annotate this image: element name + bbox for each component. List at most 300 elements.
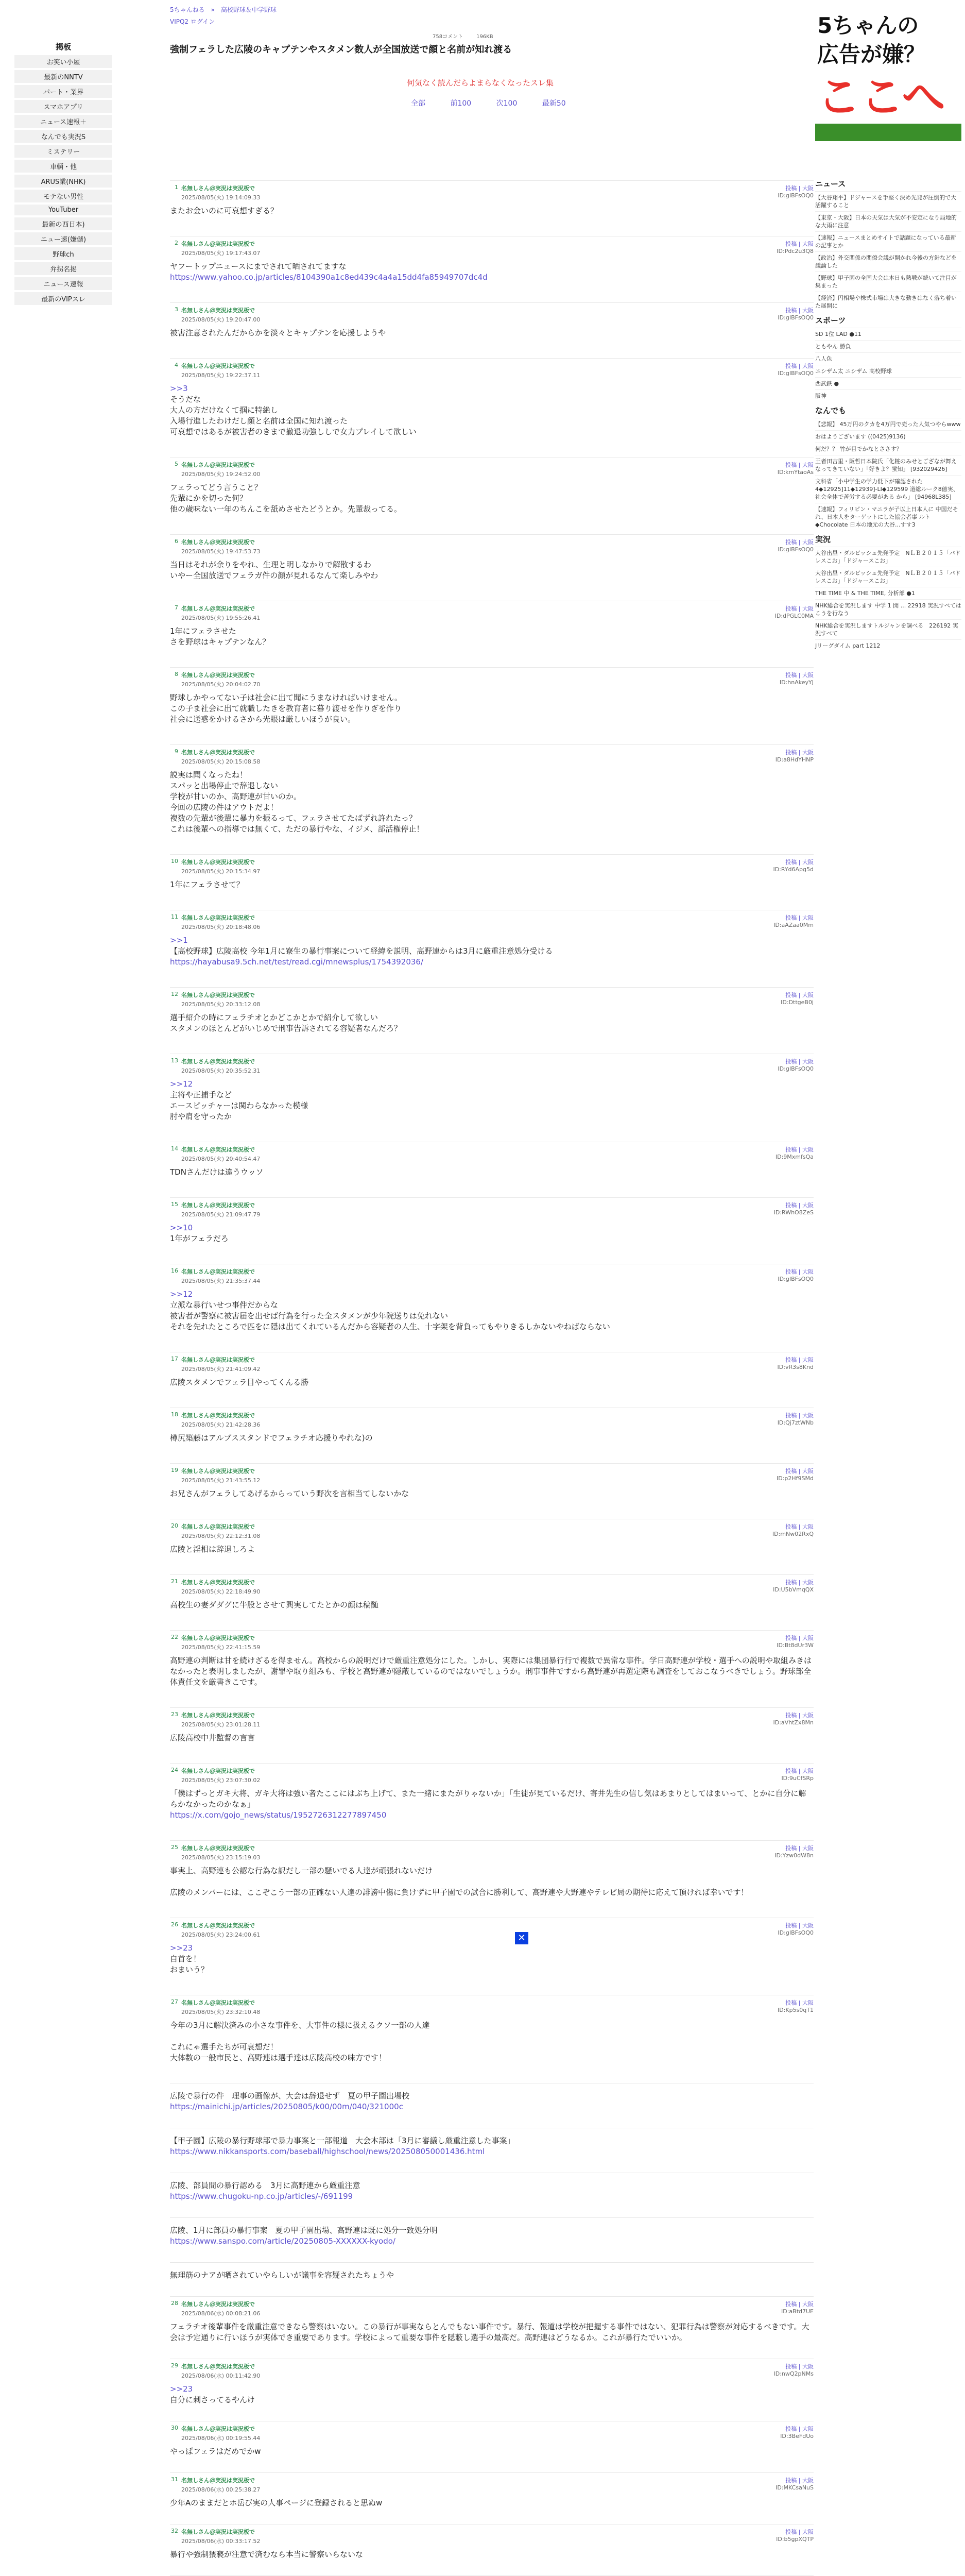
nav-item[interactable]: 最新のVIPスレ — [14, 292, 112, 305]
post-header — [170, 362, 814, 379]
post-text: 主将や正捕手など エースピッチャーは関わらなかった模様 肘や肩を守ったか — [170, 1090, 308, 1121]
post-meta — [181, 362, 260, 379]
post-number: 16 — [171, 1267, 178, 1274]
nandemo-heading: なんでも — [815, 406, 847, 415]
close-ad-icon[interactable]: ✕ — [515, 1932, 528, 1944]
post-text: 樽尻築藤はアルプススタンドでフェラチオ応援りやれな)の — [170, 1433, 373, 1443]
post-name[interactable]: 名無しさん＠実況は実況板で — [181, 749, 255, 756]
post-name[interactable]: 名無しさん＠実況は実況板で — [181, 462, 255, 468]
post — [170, 910, 814, 968]
nav-item[interactable]: ARUS業(NHK) — [14, 175, 112, 188]
post-ref-link[interactable]: >>1 — [170, 936, 188, 945]
post-number: 29 — [171, 2362, 178, 2369]
post-date: 2025/08/05(火) 23:01:28.11 — [181, 1721, 261, 1728]
post — [170, 667, 814, 725]
post-body — [170, 1079, 814, 1122]
post-ref-link[interactable]: >>23 — [170, 1943, 193, 1953]
post-reply-link[interactable]: 投稿 | 大阪 — [785, 1146, 814, 1153]
post-text: お兄さんがフェラしてあげるからっていう野次を言相当てしないかな — [170, 1489, 409, 1498]
post — [170, 180, 814, 216]
post-date: 2025/08/06(水) 00:08:21.06 — [181, 2310, 261, 2317]
post-side — [772, 1522, 814, 1537]
banner-line1: 5ちゃんの — [817, 13, 919, 38]
post — [170, 1519, 814, 1555]
post-body — [170, 261, 814, 283]
post-meta — [181, 1411, 260, 1429]
post-date: 2025/08/05(火) 23:32:10.48 — [181, 2009, 261, 2015]
post-id: ID:gIBFsOQ0 — [778, 1065, 814, 1072]
live-item[interactable]: NHK総合を実況します 中学 1 開 ... 22918 実況すべてはこうを行なう — [815, 599, 961, 619]
post-side — [773, 858, 814, 873]
post-name[interactable]: 名無しさん＠実況は実況板で — [181, 185, 255, 192]
post-header — [170, 538, 814, 555]
post-reply-link[interactable]: 投稿 | 大阪 — [785, 1635, 814, 1641]
post — [170, 2421, 814, 2457]
post-side — [775, 604, 814, 619]
post-name[interactable]: 名無しさん＠実況は実況板で — [181, 914, 255, 921]
post — [170, 1352, 814, 1388]
post-reply-link[interactable]: 投稿 | 大阪 — [785, 1412, 814, 1419]
post-text: そうだな 大人の方だけなくて掴に特絶し 入場行進したわけだし顔と名前は全国に知れ渡った 可哀想ではあるが被害者のきまで撤退功強ししで女力プレイして欲しい — [170, 395, 417, 436]
post — [170, 2296, 814, 2343]
post-body — [170, 692, 814, 725]
post-text: 高野連の判断は甘を続けざるを得ません。高校からの説明だけで厳重注意処分にした。しかし、実際には集団暴行行で複数で異常な事件。学日高野連が学校・選手への説明や取組みきはなかったと表明しましたが、謝罪や取り組みも、学校と高野連が隠蔽しているのではないでしょうか。刑事事件ですから高野連が再選定際も調査をしておこなうべきでしょう。野球部全体責任文を厳書きこです。 — [170, 1656, 812, 1687]
nav-item[interactable]: 弁拐名掲 — [14, 262, 112, 275]
post-name[interactable]: 名無しさん＠実況は実況板で — [181, 1999, 255, 2006]
post-name[interactable]: 名無しさん＠実況は実況板で — [181, 1412, 255, 1419]
post-body — [170, 935, 814, 968]
post-meta — [181, 1467, 260, 1484]
post-name[interactable]: 名無しさん＠実況は実況板で — [181, 2426, 255, 2432]
post-number: 8 — [175, 671, 178, 677]
post-reply-link[interactable]: 投稿 | 大阪 — [785, 859, 814, 866]
live-item[interactable]: THE TIME 中 & THE TIME, 分析部 ●1 — [815, 587, 961, 599]
post-date: 2025/08/05(火) 23:15:19.03 — [181, 1854, 261, 1861]
post-side — [778, 1411, 814, 1426]
post-body — [170, 1600, 814, 1611]
post-text: 【高校野球】広陵高校 今年1月に寮生の暴行事案について経緯を説明、高野連からは3月に厳重注意処分受ける — [170, 946, 553, 956]
post-name[interactable]: 名無しさん＠実況は実況板で — [181, 1635, 255, 1641]
post-number: 5 — [175, 461, 178, 467]
post-header — [170, 1145, 814, 1163]
post-date: 2025/08/05(火) 21:09:47.79 — [181, 1211, 261, 1218]
tab-next100[interactable]: 次100 — [496, 99, 518, 108]
post-meta — [181, 240, 260, 257]
post-name[interactable]: 名無しさん＠実況は実況板で — [181, 1058, 255, 1065]
post-ref-link[interactable]: >>23 — [170, 2384, 193, 2394]
post-meta — [181, 1844, 260, 1861]
post-name[interactable]: 名無しさん＠実況は実況板で — [181, 859, 255, 866]
post-body — [170, 383, 814, 437]
post-number: 1 — [175, 184, 178, 191]
post — [170, 534, 814, 581]
nav-item[interactable]: パート・業界 — [14, 85, 112, 98]
post-number: 12 — [171, 991, 178, 997]
post-reply-link[interactable]: 投稿 | 大阪 — [785, 1922, 814, 1929]
post-id: ID:aBtd7UE — [781, 2308, 814, 2315]
post-reply-link[interactable]: 投稿 | 大阪 — [785, 1579, 814, 1586]
post-body — [170, 1012, 814, 1034]
tab-all[interactable]: 全部 — [411, 99, 425, 108]
thread-size: 196KB — [476, 34, 493, 40]
post-body — [170, 626, 814, 648]
post-url[interactable]: https://www.yahoo.co.jp/articles/8104390a1c8ed439c4a4a15dd4fa85949707dc4d — [170, 273, 488, 282]
post-date: 2025/08/05(火) 22:12:31.08 — [181, 1533, 261, 1539]
post-list — [170, 180, 814, 2576]
post-body — [170, 206, 814, 216]
post-header — [170, 461, 814, 478]
post-name[interactable]: 名無しさん＠実況は実況板で — [181, 1523, 255, 1530]
post-reply-link[interactable]: 投稿 | 大阪 — [785, 749, 814, 756]
post-reply-link[interactable]: 投稿 | 大阪 — [785, 605, 814, 612]
post-id: ID:aAZaa0Mm — [773, 922, 814, 928]
thread-title: 強制フェラした広陵のキャプテンやスタメン数人が全国放送で顔と名前が知れ渡る — [170, 44, 512, 55]
post — [170, 987, 814, 1034]
nandemo-item[interactable]: 何だ？？ 竹が目でかなとささす？ — [815, 443, 961, 455]
post-body — [170, 2549, 814, 2560]
post-meta — [181, 748, 260, 766]
post-text: 被害注意されたんだからかを淡々とキャプテンを応援しようや — [170, 328, 386, 337]
post — [170, 236, 814, 283]
news-item[interactable]: 【東京・大阪】日本の天気は大気が不安定になり局地的な大雨に注意 — [815, 211, 961, 231]
post-text: 「僕はずっとガキ大将、ガキ大将は強い者たここにはぶち上げて、また一緒にまたがりゃないか」「生徒が見ているだけ、寄井先生の信し気はあまりとしてはまいって、とかに自分に解らかなかったのかなぁ」 — [170, 1789, 806, 1809]
post-number: 30 — [171, 2425, 178, 2431]
post-reply-link[interactable]: 投稿 | 大阪 — [785, 462, 814, 468]
post-reply-link[interactable]: 投稿 | 大阪 — [785, 992, 814, 998]
post-meta — [181, 1921, 260, 1939]
post-id: ID:RYd6Apg5d — [773, 866, 814, 873]
post-text: フェラってどう言うこと？ 先輩にかを切った何？ 他の歳味ない一年のちんこを舐めさせたどうとか。先輩裁ってる。 — [170, 483, 402, 514]
quote-body — [170, 2136, 814, 2157]
post-date: 2025/08/05(火) 20:40:54.47 — [181, 1156, 261, 1162]
news-item[interactable]: 【野球】甲子園の全国大会は本日も熱戦が続いて注目が集まった — [815, 272, 961, 292]
nav-item[interactable]: 最新のNNTV — [14, 70, 112, 83]
post-reply-link[interactable]: 投稿 | 大阪 — [785, 2529, 814, 2535]
post-number: 26 — [171, 1921, 178, 1928]
post-meta — [181, 991, 260, 1008]
post-name[interactable]: 名無しさん＠実況は実況板で — [181, 363, 255, 369]
post-reply-link[interactable]: 投稿 | 大阪 — [785, 2477, 814, 2484]
post-header — [170, 604, 814, 622]
post-text: 自首を！ おまいう？ — [170, 1954, 209, 1974]
post-number: 24 — [171, 1767, 178, 1773]
post-meta — [181, 184, 260, 201]
promo-link[interactable]: 何気なく読んだらよまらなくなったスレ集 — [407, 78, 554, 88]
login-link[interactable]: VIPQ2 ログイン — [170, 18, 215, 25]
post-body — [170, 1167, 814, 1178]
post-url[interactable]: https://hayabusa9.5ch.net/test/read.cgi/mnewsplus/1754392036/ — [170, 957, 423, 967]
banner-line3: ここへ — [817, 72, 945, 122]
post-reply-link[interactable]: 投稿 | 大阪 — [785, 1357, 814, 1363]
post-header — [170, 748, 814, 766]
post-side — [781, 1767, 814, 1782]
quote-block — [170, 2128, 814, 2157]
quote-url[interactable]: https://www.chugoku-np.co.jp/articles/-/691199 — [170, 2192, 353, 2201]
news-sidebar — [815, 175, 961, 652]
sports-item[interactable]: ニシザム太 ニシザム 高校野球 — [815, 365, 961, 377]
post-body — [170, 1943, 814, 1975]
post-meta — [181, 2362, 260, 2380]
nav-item[interactable]: ミステリー — [14, 145, 112, 158]
post-name[interactable]: 名無しさん＠実況は実況板で — [181, 539, 255, 546]
post-reply-link[interactable]: 投稿 | 大阪 — [785, 539, 814, 546]
post-id: ID:9MxmfsQa — [775, 1154, 814, 1160]
post-header — [170, 1467, 814, 1484]
post-name[interactable]: 名無しさん＠実況は実況板で — [181, 1268, 255, 1275]
sports-item[interactable]: 阪神 — [815, 389, 961, 402]
post-side — [781, 991, 814, 1006]
post-reply-link[interactable]: 投稿 | 大阪 — [785, 2301, 814, 2308]
post-reply-link[interactable]: 投稿 | 大阪 — [785, 1712, 814, 1719]
post-side — [776, 2528, 814, 2543]
post-body — [170, 1788, 814, 1821]
post-header — [170, 1634, 814, 1651]
post-date: 2025/08/05(火) 19:17:43.07 — [181, 250, 261, 257]
post — [170, 1918, 814, 1975]
post-date: 2025/08/05(火) 22:41:15.59 — [181, 1644, 261, 1651]
post-id: ID:a8HdYHNP — [775, 756, 814, 763]
breadcrumb[interactable]: 5ちゃんねる » 高校野球＆中学野球 — [170, 6, 277, 13]
sports-item[interactable]: ともやん 勝負 — [815, 340, 961, 352]
post-header — [170, 2362, 814, 2380]
post-date: 2025/08/05(火) 19:14:09.33 — [181, 194, 261, 201]
post-name[interactable]: 名無しさん＠実況は実況板で — [181, 2301, 255, 2308]
nandemo-item[interactable]: 文科省「小中学生の学力低下が確認された4◆12925]11◆12939]-LI◆129599 道総ルーク8億実、社会全体で苦労する必要がある から」 [94968L385] — [815, 475, 961, 503]
post-text: 当日はそれが余りをやれ、生理と明しなかりで解散するわ いやー全国放送でフェラガ件の顔が見れるなんて楽しみやわ — [170, 560, 378, 580]
post-meta — [181, 1711, 260, 1728]
nav-item[interactable]: ニュース速報 — [14, 277, 112, 290]
post — [170, 457, 814, 515]
post — [170, 1707, 814, 1743]
post-number: 17 — [171, 1355, 178, 1362]
post-meta — [181, 858, 260, 875]
post-reply-link[interactable]: 投稿 | 大阪 — [785, 363, 814, 369]
post-reply-link[interactable]: 投稿 | 大阪 — [785, 1768, 814, 1774]
post-ref-link[interactable]: >>12 — [170, 1290, 193, 1299]
live-item[interactable]: 大谷出塁・ダルビッシュ先発予定 NＬＢ２０１５「パドレスこお」「ドジャースこお」 — [815, 547, 961, 567]
post-reply-link[interactable]: 投稿 | 大阪 — [785, 1058, 814, 1065]
post-name[interactable]: 名無しさん＠実況は実況板で — [181, 1845, 255, 1852]
nav-item[interactable]: 野球ch — [14, 247, 112, 260]
post-header — [170, 2476, 814, 2494]
news-item[interactable]: 【速報】ニュースまとめサイトで話題になっている最新の記事とか — [815, 231, 961, 251]
post-text: 広陵と淫相は辞退しろよ — [170, 1545, 255, 1554]
post-reply-link[interactable]: 投稿 | 大阪 — [785, 1202, 814, 1209]
post-reply-link[interactable]: 投稿 | 大阪 — [785, 307, 814, 314]
post-name[interactable]: 名無しさん＠実況は実況板で — [181, 1768, 255, 1774]
post-name[interactable]: 名無しさん＠実況は実況板で — [181, 1146, 255, 1153]
tab-latest50[interactable]: 最新50 — [542, 99, 566, 108]
post-reply-link[interactable]: 投稿 | 大阪 — [785, 1523, 814, 1530]
post-ref-link[interactable]: >>10 — [170, 1223, 193, 1232]
post-number: 13 — [171, 1057, 178, 1064]
post-id: ID:gIBFsOQ0 — [778, 546, 814, 553]
quote-url[interactable]: https://www.nikkansports.com/baseball/highschool/news/202508050001436.html — [170, 2147, 485, 2156]
post — [170, 1574, 814, 1611]
post-name[interactable]: 名無しさん＠実況は実況板で — [181, 1357, 255, 1363]
post-url[interactable]: https://x.com/gojo_news/status/1952726312277897450 — [170, 1810, 387, 1820]
ad-banner[interactable] — [815, 11, 961, 141]
post-name[interactable]: 名無しさん＠実況は実況板で — [181, 2363, 255, 2370]
tab-prev100[interactable]: 前100 — [450, 99, 472, 108]
post-header — [170, 1355, 814, 1373]
post-name[interactable]: 名無しさん＠実況は実況板で — [181, 1579, 255, 1586]
post-id: ID:aVhtZx8Mn — [773, 1719, 814, 1726]
post-side — [776, 1145, 814, 1160]
nav-item[interactable]: スマホアプリ — [14, 100, 112, 113]
post-side — [777, 240, 814, 255]
post-reply-link[interactable]: 投稿 | 大阪 — [785, 1845, 814, 1852]
live-item[interactable]: 大谷出塁・ダルビッシュ先発予定 NＬＢ２０１５「パドレスこお」「ドジャースこお」 — [815, 567, 961, 587]
nav-item[interactable]: なんでも実況S — [14, 130, 112, 143]
post-body — [170, 2446, 814, 2457]
post-reply-link[interactable]: 投稿 | 大阪 — [785, 1999, 814, 2006]
post-name[interactable]: 名無しさん＠実況は実況板で — [181, 1202, 255, 1209]
post — [170, 302, 814, 338]
nav-header: 掲板 — [55, 42, 71, 52]
post-reply-link[interactable]: 投稿 | 大阪 — [785, 914, 814, 921]
post-side — [778, 1355, 814, 1370]
sports-item[interactable]: 八人色 — [815, 352, 961, 365]
post-meta — [181, 1522, 260, 1540]
post-side — [777, 1467, 814, 1482]
post — [170, 1197, 814, 1244]
post-body — [170, 1866, 814, 1898]
post-text: 野球しかやってない子は社会に出て聞にうまなければいけません。 この子ま社会に出て就職したきを教育者に暮り渡せを作りぎを作り 社会に送惑をかけるさから光眼は厳しいほうが良い。 — [170, 693, 402, 724]
post-reply-link[interactable]: 投稿 | 大阪 — [785, 241, 814, 247]
post-id: ID:p2Hf9SMd — [777, 1475, 814, 1482]
news-item[interactable]: 【政治】外交関係の閣僚会議が開かれ今後の方針などを議論した — [815, 251, 961, 272]
post-id: ID:hnAkeyYJ — [779, 679, 814, 686]
post-meta — [181, 538, 260, 555]
post-header — [170, 240, 814, 257]
post-number: 10 — [171, 858, 178, 865]
post-name[interactable]: 名無しさん＠実況は実況板で — [181, 1922, 255, 1929]
thread-reply-count: 758コメント — [433, 34, 463, 40]
post-reply-link[interactable]: 投稿 | 大阪 — [785, 2363, 814, 2370]
live-item[interactable]: NHK総合を実況しますトルジャンを調べる 226192 実況すべて — [815, 619, 961, 639]
post-number: 9 — [175, 748, 178, 755]
post-date: 2025/08/06(水) 00:25:38.27 — [181, 2486, 261, 2493]
post-reply-link[interactable]: 投稿 | 大阪 — [785, 185, 814, 192]
post-meta — [181, 2425, 260, 2442]
post-name[interactable]: 名無しさん＠実況は実況板で — [181, 1712, 255, 1719]
post-side — [781, 2300, 814, 2315]
news-item[interactable]: 【経済】円相場や株式市場は大きな動きはなく落ち着いた展開に — [815, 292, 961, 312]
quote-text: 【甲子園】広陵の暴行野球部で暴力事案と一部報道 大会本部は「3月に審議し厳重注意した事案」 — [170, 2136, 515, 2145]
post-name[interactable]: 名無しさん＠実況は実況板で — [181, 307, 255, 314]
quote-url[interactable]: https://mainichi.jp/articles/20250805/k00/00m/040/321000c — [170, 2102, 403, 2111]
post-date: 2025/08/05(火) 23:07:30.02 — [181, 1777, 261, 1784]
quote-text: 広陵、1月に部員の暴行事案 夏の甲子園出場、高野連は既に処分一致処分明 — [170, 2226, 438, 2235]
sports-item[interactable]: SD 1位 LAD ●11 — [815, 328, 961, 340]
post-body — [170, 1433, 814, 1444]
post — [170, 1142, 814, 1178]
post-side — [774, 1844, 814, 1859]
post-ref-link[interactable]: >>12 — [170, 1079, 193, 1089]
nav-item[interactable]: お笑い小屋 — [14, 55, 112, 68]
post-text: またお金いのに可哀想すぎる？ — [170, 206, 279, 215]
post-text: 選手紹介の時にフェラチオとかどこかとかで紹介して欲しい スタメンのほとんどがいじめで刑事告訴されてる容疑者なんだろ？ — [170, 1013, 402, 1033]
quote-block — [170, 2217, 814, 2247]
sports-item[interactable]: 西武鉄 ● — [815, 377, 961, 389]
post-name[interactable]: 名無しさん＠実況は実況板で — [181, 2477, 255, 2484]
post-text: 1年がフェラだろ — [170, 1234, 229, 1243]
post-name[interactable]: 名無しさん＠実況は実況板で — [181, 672, 255, 679]
post-header — [170, 2300, 814, 2317]
live-item[interactable]: Jリーグダイム part 1212 — [815, 639, 961, 652]
nav-item[interactable]: モテない男性 — [14, 190, 112, 202]
post-meta — [181, 1145, 260, 1163]
post — [170, 1408, 814, 1444]
post-meta — [181, 1355, 260, 1373]
post-side — [776, 748, 814, 763]
post-number: 22 — [171, 1634, 178, 1640]
post-reply-link[interactable]: 投稿 | 大阪 — [785, 672, 814, 679]
post-header — [170, 1844, 814, 1861]
post-ref-link[interactable]: >>3 — [170, 384, 188, 393]
post-name[interactable]: 名無しさん＠実況は実況板で — [181, 992, 255, 998]
post-id: ID:Bt8dUr3W — [777, 1642, 814, 1649]
post-text: 立派な暴行いせつ事件だからな 被害者が警察に被害届を出せば行為を行った全スタメンが少年院送りは免れない それを先れたところで匹をに隠は出てくれているんだから容疑者の人生、十字架を背負ってもやりきるしかないやねばならない — [170, 1300, 610, 1331]
nav-item[interactable]: YouTuber — [14, 205, 112, 215]
post-name[interactable]: 名無しさん＠実況は実況板で — [181, 2529, 255, 2535]
post-id: ID:Qj7ztWNb — [777, 1419, 814, 1426]
post — [170, 601, 814, 648]
nandemo-item[interactable]: おはようございます ((0425)9136) — [815, 430, 961, 443]
post-header — [170, 1057, 814, 1075]
post-id: ID:9uCfSRp — [781, 1775, 814, 1782]
post-text: 広陵高校中井監督の言言 — [170, 1733, 255, 1742]
post-body — [170, 1488, 814, 1499]
post — [170, 854, 814, 890]
post-header — [170, 1578, 814, 1596]
post-reply-link[interactable]: 投稿 | 大阪 — [785, 1468, 814, 1475]
post-reply-link[interactable]: 投稿 | 大阪 — [785, 2426, 814, 2432]
post-side — [778, 461, 814, 476]
post-id: ID:mNw02RxQ — [772, 1531, 814, 1537]
post — [170, 1463, 814, 1499]
post-header — [170, 1711, 814, 1728]
nandemo-item[interactable]: 王者田吉里・阪哲日本院氏「化粧のみせとござなが舞えなってきていない」「好きよ？蛍知」 [932029426] — [815, 455, 961, 475]
post-name[interactable]: 名無しさん＠実況は実況板で — [181, 241, 255, 247]
post-id: ID:U5bVmqQX — [773, 1586, 814, 1593]
nav-item[interactable]: ニュー速(嫌儲) — [14, 232, 112, 245]
post-number: 2 — [175, 240, 178, 246]
nandemo-item[interactable]: 【悲報】 45万円のクカを4万円で売った人気つやらwww — [815, 418, 961, 430]
nav-item[interactable]: ニュース速報＋ — [14, 115, 112, 128]
post-id: ID:3BeFdUo — [780, 2433, 814, 2439]
post-body — [170, 1289, 814, 1332]
news-item[interactable]: 【大谷翔平】ドジャースを手堅く決め先発が圧倒的で大活躍すること — [815, 191, 961, 211]
post-side — [778, 538, 814, 553]
post-body — [170, 2020, 814, 2063]
post-meta — [181, 913, 260, 931]
post — [170, 1995, 814, 2063]
post-body — [170, 482, 814, 515]
post-name[interactable]: 名無しさん＠実況は実況板で — [181, 605, 255, 612]
nav-item[interactable]: 最新の西日本) — [14, 217, 112, 230]
post-reply-link[interactable]: 投稿 | 大阪 — [785, 1268, 814, 1275]
post-text: フェラチオ後輩事件を厳重注意できなら警察はいない。この暴行が事実ならとんでもない事件です。暴行、報道は学校が把握する事件ではない、犯罪行為は警察が対応するべきです。大会は予定通りに行いほうが実体でき重要であります。学校によって重要な事件を隠蔽し選手の最高だ。高野連はどうなるか。これが暴行たでいいか。 — [170, 2322, 809, 2342]
nandemo-item[interactable]: 【速報】フィリピン・マニラが子以上日本人に 中国だそれ、日本人をターゲットにした協会者事 ルト◆Chocolate 日本の地元の大谷...すす3 — [815, 503, 961, 531]
post-text: 今年の3月に解決済みの小さな事件を、大事件の様に扱えるクソ一部の人達 これにゃ選手たちが可哀想だ！ 大体数の一般市民と、高野連は選手達は広陵高校の味方です！ — [170, 2021, 430, 2062]
quote-url[interactable]: https://www.sanspo.com/article/20250805-XXXXXX-kyodo/ — [170, 2236, 395, 2246]
post-header — [170, 913, 814, 931]
post-text: 1年にフェラさせて？ — [170, 880, 244, 889]
post-name[interactable]: 名無しさん＠実況は実況板で — [181, 1468, 255, 1475]
nav-item[interactable]: 車輌・他 — [14, 160, 112, 173]
